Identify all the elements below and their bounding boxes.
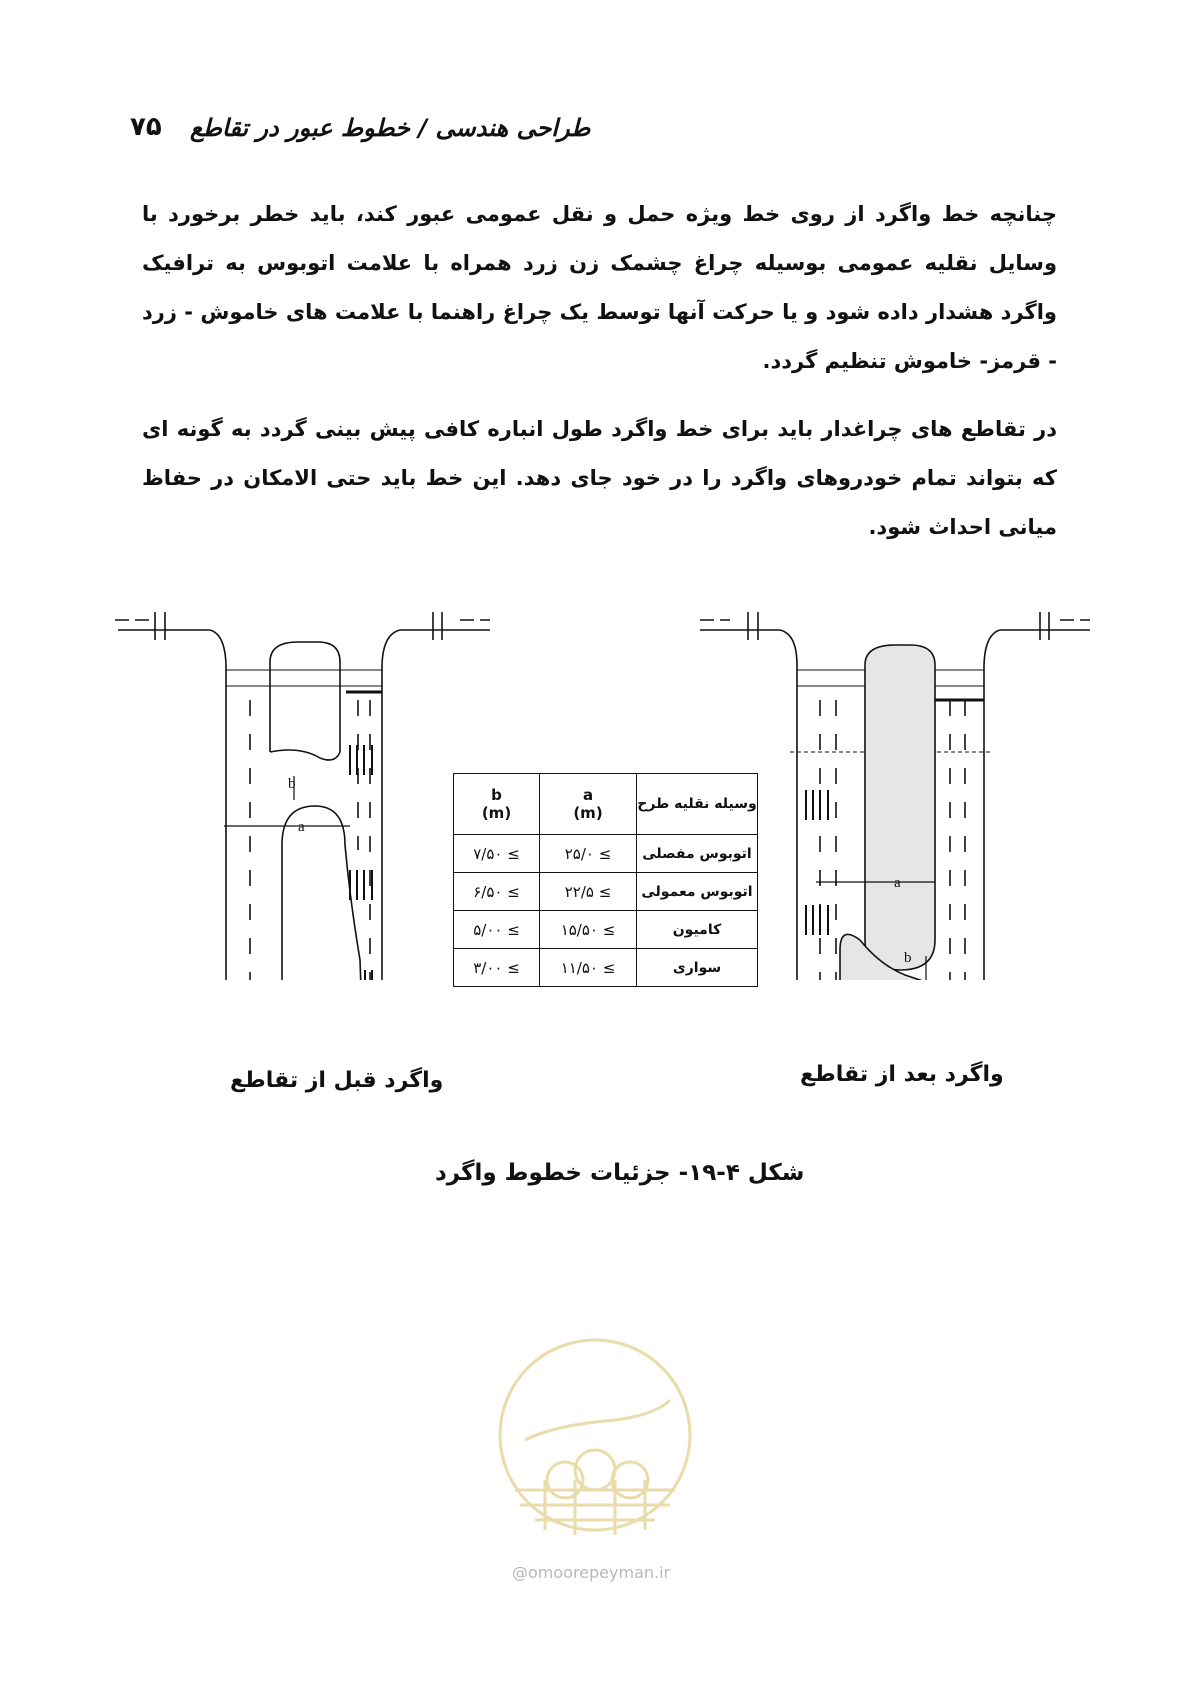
paragraph-1: چنانچه خط واگرد از روی خط ویژه حمل و نقل عمومی عبور کند، باید خطر برخورد با وسایل نقلیه عمومی بوسیله چراغ چشمک زن زرد همراه با علامت اتوبوس به ترافیک واگرد هشدار داده شود و یا حرکت آنها توسط یک چراغ راهنما با علامت های خاموش - زرد - قرمز- خاموش تنظیم گردد. (142, 202, 1057, 373)
right-diagram-caption: واگرد بعد از تقاطع (800, 1062, 1004, 1087)
design-vehicle-table (453, 773, 758, 987)
table-row (454, 873, 758, 911)
cell-a: ≥ ۱۱/۵۰ (540, 949, 637, 987)
figure-caption: شکل ۴-۱۹- جزئیات خطوط واگرد (435, 1160, 805, 1186)
header-b-label: b (491, 786, 502, 804)
diagram-after-intersection (700, 612, 1090, 980)
label-a-left: a (298, 819, 305, 835)
header-a-unit: (m) (573, 804, 603, 822)
paragraph-2: در تقاطع های چراغدار باید برای خط واگرد طول انباره کافی پیش بینی گردد به گونه ای که بتواند تمام خودروهای واگرد را در خود جای دهد. این خط باید حتی الامکان در حفاظ میانی احداث شود. (142, 417, 1057, 539)
table-header-row (454, 774, 758, 835)
cell-b: ≥ ۳/۰۰ (454, 949, 540, 987)
cell-b: ≥ ۵/۰۰ (454, 911, 540, 949)
cell-vehicle: اتوبوس مفصلی (637, 835, 758, 873)
table-row (454, 835, 758, 873)
cell-vehicle: کامیون (637, 911, 758, 949)
watermark-url: @omoorepeyman.ir (512, 1563, 671, 1582)
cell-a: ≥ ۱۵/۵۰ (540, 911, 637, 949)
label-a-right: a (894, 875, 901, 891)
running-title: طراحی هندسی / خطوط عبور در تقاطع (190, 114, 591, 142)
header-b-unit: (m) (481, 804, 512, 822)
cell-vehicle: اتوبوس معمولی (637, 873, 758, 911)
diagram-before-intersection (115, 612, 490, 980)
cell-a: ≥ ۲۵/۰ (540, 835, 637, 873)
table-row (454, 949, 758, 987)
header-vehicle: وسیله نقلیه طرح (637, 774, 758, 835)
label-b-right: b (904, 950, 912, 966)
table-row (454, 911, 758, 949)
cell-a: ≥ ۲۲/۵ (540, 873, 637, 911)
page-number: ۷۵ (130, 112, 162, 142)
header-a (540, 774, 637, 835)
label-b-left: b (288, 776, 296, 792)
cell-vehicle: سواری (637, 949, 758, 987)
header-b (454, 774, 540, 835)
cell-b: ≥ ۶/۵۰ (454, 873, 540, 911)
cell-b: ≥ ۷/۵۰ (454, 835, 540, 873)
left-diagram-caption: واگرد قبل از تقاطع (230, 1068, 444, 1093)
header-a-label: a (582, 786, 594, 804)
watermark-logo (495, 1330, 695, 1540)
